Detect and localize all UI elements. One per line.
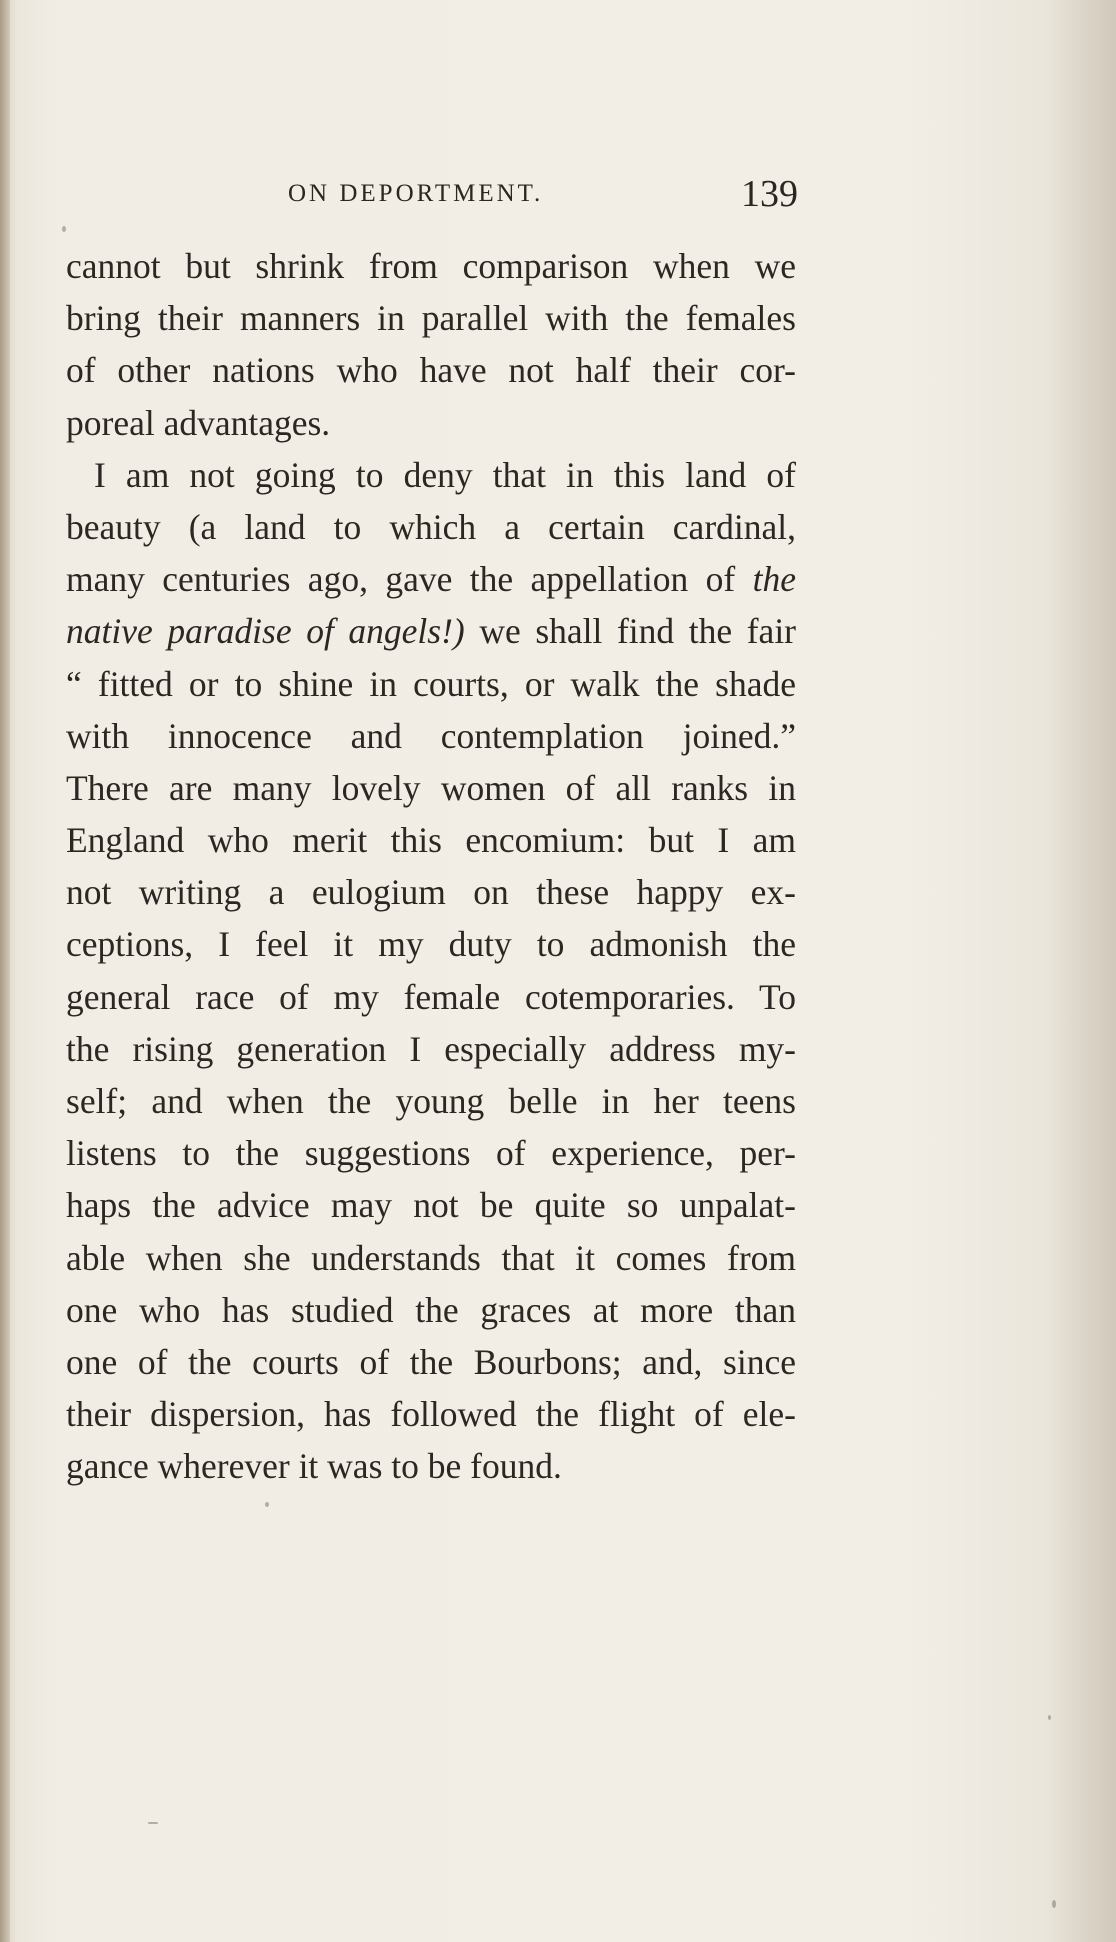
text-line: not writing a eulogium on these happy ex- — [66, 872, 796, 913]
text-line: listens to the suggestions of experience, per- — [66, 1133, 796, 1174]
text-line: one of the courts of the Bourbons; and, since — [66, 1341, 796, 1382]
running-head — [268, 172, 798, 222]
text-line: gance wherever it was to be found. — [66, 1446, 562, 1487]
page-binding-edge — [0, 0, 10, 1942]
text-line: self; and when the young belle in her teens — [66, 1081, 796, 1121]
text-line: with innocence and contemplation joined.” — [66, 715, 796, 756]
text-segment: many centuries ago, gave the appellation of — [66, 559, 736, 600]
text-line: There are many lovely women of all ranks in — [66, 767, 796, 808]
text-line: bring their manners in parallel with the females — [66, 298, 796, 339]
text-line: haps the advice may not be quite so unpalat- — [66, 1185, 796, 1226]
text-line: England who merit this encomium: but I am — [66, 820, 796, 861]
text-line — [66, 553, 796, 605]
paper-speck — [148, 1822, 158, 1824]
italic-phrase: native paradise of angels!) — [66, 611, 465, 652]
paper-speck — [62, 226, 66, 232]
text-line: cannot but shrink from comparison when we — [66, 246, 796, 286]
text-line: of other nations who have not half their cor- — [66, 350, 796, 391]
text-line: “ fitted or to shine in courts, or walk the shade — [66, 663, 796, 704]
text-line: their dispersion, has followed the flight of ele- — [66, 1394, 796, 1435]
text-line: I am not going to deny that in this land of — [94, 454, 796, 495]
text-line — [66, 605, 796, 657]
text-line: general race of my female cotemporaries. To — [66, 976, 796, 1017]
paper-speck — [265, 1502, 269, 1507]
text-line: poreal advantages. — [66, 402, 331, 443]
running-title: ON DEPORTMENT. — [288, 180, 544, 207]
page-outer-edge — [1046, 0, 1116, 1942]
body-text — [66, 240, 796, 1493]
text-line: ceptions, I feel it my duty to admonish the — [66, 924, 796, 965]
text-line: the rising generation I especially address my- — [66, 1028, 796, 1069]
paper-speck — [1048, 1715, 1051, 1720]
text-line: able when she understands that it comes from — [66, 1237, 796, 1278]
text-segment: we shall find the fair — [479, 611, 796, 652]
text-line: one who has studied the graces at more than — [66, 1289, 796, 1330]
page-number: 139 — [741, 173, 798, 215]
paper-speck — [1052, 1900, 1056, 1908]
italic-phrase: the — [752, 559, 796, 600]
text-line: beauty (a land to which a certain cardinal, — [66, 506, 796, 547]
